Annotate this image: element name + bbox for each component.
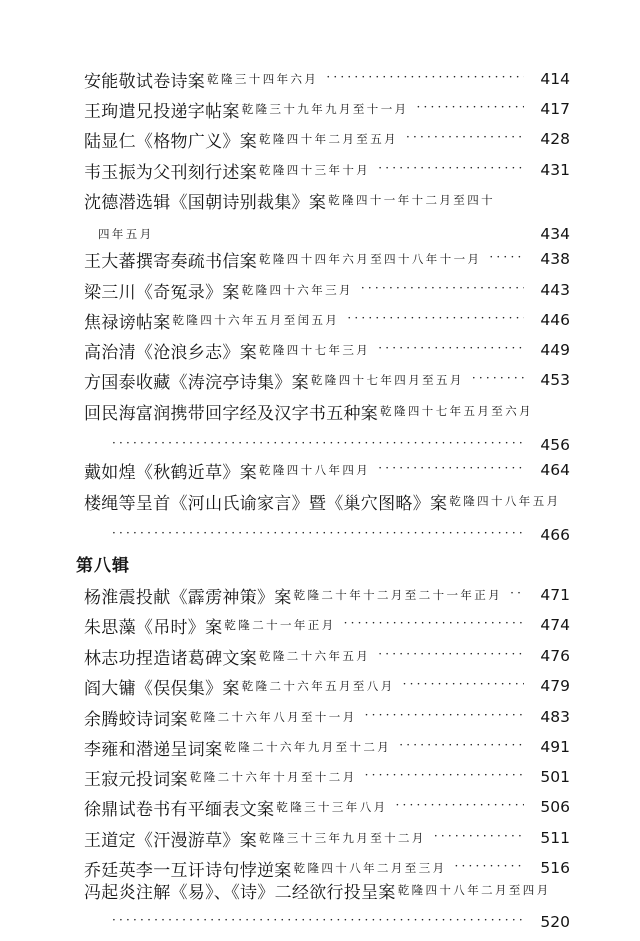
leader-dots xyxy=(378,341,524,355)
entry-title: 徐鼎试卷书有平缅表文案 xyxy=(84,799,275,820)
page-number: 520 xyxy=(540,913,570,931)
entry-date: 乾隆二十六年五月 xyxy=(259,649,371,663)
page-number: 511 xyxy=(540,829,570,847)
entry-title: 杨淮震投献《霹雳神策》案 xyxy=(84,587,292,608)
toc-entry[interactable] xyxy=(84,303,570,337)
entry-title: 朱思藻《吊时》案 xyxy=(84,617,223,638)
entry-date: 乾隆四十年二月至五月 xyxy=(259,132,398,146)
toc-entry[interactable] xyxy=(84,484,570,552)
entry-title: 乔廷英李一互讦诗句悖逆案 xyxy=(84,860,292,881)
toc-entry[interactable] xyxy=(84,608,570,642)
leader-dots xyxy=(399,738,524,752)
toc-entry[interactable] xyxy=(84,363,570,397)
leader-dots xyxy=(434,829,524,843)
leader-dots xyxy=(365,768,524,782)
entry-title: 方国泰收藏《涛浣亭诗集》案 xyxy=(84,372,309,393)
entry-date: 乾隆四十六年五月至闰五月 xyxy=(172,313,340,327)
entry-date: 乾隆三十九年九月至十一月 xyxy=(241,102,409,116)
page-number: 428 xyxy=(540,130,570,148)
toc-entry[interactable] xyxy=(84,153,570,187)
leader-dots xyxy=(406,130,524,144)
entry-date: 乾隆二十六年九月至十二月 xyxy=(224,740,392,754)
leader-dots xyxy=(112,913,524,927)
entry-title: 王寂元投词案 xyxy=(84,769,188,790)
entry-date: 乾隆三十三年九月至十二月 xyxy=(259,831,426,845)
entry-title: 安能敬试卷诗案 xyxy=(84,71,206,92)
entry-title: 楼绳等呈首《河山氏谕家言》暨《巢穴图略》案 xyxy=(84,493,448,514)
entry-date: 乾隆四十三年十月 xyxy=(259,163,371,177)
entry-date: 乾隆四十六年三月 xyxy=(241,283,353,297)
toc-entry[interactable] xyxy=(84,273,570,307)
entry-title: 王珣遣兄投递字帖案 xyxy=(84,101,240,122)
toc-entry[interactable] xyxy=(84,122,570,156)
section-heading: 第八辑 xyxy=(76,556,130,576)
entry-date: 乾隆四十八年五月 xyxy=(449,494,561,508)
entry-title: 王大蕃撰寄奏疏书信案 xyxy=(84,251,257,272)
entry-title: 阎大镛《俣俣集》案 xyxy=(84,678,240,699)
page-number: 483 xyxy=(540,708,570,726)
entry-date: 乾隆二十六年八月至十一月 xyxy=(189,710,357,724)
page-number: 464 xyxy=(540,461,570,479)
entry-date: 乾隆四十四年六月至四十八年十一月 xyxy=(259,252,482,266)
entry-title: 沈德潜选辑《国朝诗别裁集》案 xyxy=(84,192,327,213)
entry-title: 韦玉振为父刊刻行述案 xyxy=(84,162,257,183)
leader-dots xyxy=(378,161,524,175)
toc-entry[interactable] xyxy=(84,62,570,96)
leader-dots xyxy=(365,708,524,722)
toc-entry[interactable] xyxy=(84,669,570,703)
entry-title: 林志功捏造诸葛碑文案 xyxy=(84,648,257,669)
leader-dots xyxy=(455,859,524,873)
leader-dots xyxy=(112,436,524,450)
leader-dots xyxy=(378,461,524,475)
page-number: 476 xyxy=(540,647,570,665)
toc-entry[interactable] xyxy=(84,578,570,612)
page-number: 438 xyxy=(540,250,570,268)
toc-entry[interactable] xyxy=(84,873,570,941)
page-number: 434 xyxy=(540,225,570,243)
page-number: 506 xyxy=(540,798,570,816)
entry-title: 梁三川《奇冤录》案 xyxy=(84,282,240,303)
entry-title: 戴如煌《秋鹤近草》案 xyxy=(84,462,257,483)
entry-date: 乾隆四十八年二月至四月 xyxy=(397,883,551,897)
entry-title: 余腾蛟诗词案 xyxy=(84,709,188,730)
entry-title: 高治清《沧浪乡志》案 xyxy=(84,342,257,363)
page-number: 471 xyxy=(540,586,570,604)
toc-entry[interactable] xyxy=(84,700,570,734)
entry-date: 乾隆四十八年二月至三月 xyxy=(293,861,447,875)
leader-dots xyxy=(510,586,524,600)
page-number: 443 xyxy=(540,281,570,299)
toc-entry[interactable] xyxy=(84,183,570,251)
entry-title: 焦禄谤帖案 xyxy=(84,312,171,333)
page-number: 479 xyxy=(540,677,570,695)
toc-entry[interactable] xyxy=(84,730,570,764)
leader-dots xyxy=(378,647,524,661)
entry-title: 冯起炎注解《易》、《诗》二经欲行投呈案 xyxy=(84,882,396,903)
entry-date: 乾隆四十七年四月至五月 xyxy=(310,373,464,387)
page-number: 417 xyxy=(540,100,570,118)
entry-date: 乾隆二十一年正月 xyxy=(224,618,336,632)
page-number: 501 xyxy=(540,768,570,786)
entry-date: 乾隆二十年十二月至二十一年正月 xyxy=(293,588,503,602)
leader-dots xyxy=(417,100,524,114)
entry-date: 乾隆三十四年六月 xyxy=(207,72,319,86)
leader-dots xyxy=(344,616,524,630)
toc-entry[interactable] xyxy=(84,790,570,824)
page-number: 431 xyxy=(540,161,570,179)
page-number: 449 xyxy=(540,341,570,359)
page-number: 474 xyxy=(540,616,570,634)
entry-title: 陆显仁《格物广义》案 xyxy=(84,131,257,152)
page-number: 491 xyxy=(540,738,570,756)
toc-entry[interactable] xyxy=(84,242,570,276)
toc-entry[interactable] xyxy=(84,453,570,487)
page-number: 414 xyxy=(540,70,570,88)
toc-entry[interactable] xyxy=(84,639,570,673)
entry-title: 王道定《汗漫游草》案 xyxy=(84,830,257,851)
entry-title: 李雍和潜递呈词案 xyxy=(84,739,223,760)
entry-date: 乾隆四十七年五月至六月 xyxy=(380,404,534,418)
leader-dots xyxy=(361,281,524,295)
entry-title: 回民海富润携带回字经及汉字书五种案 xyxy=(84,403,379,424)
page-number: 453 xyxy=(540,371,570,389)
leader-dots xyxy=(489,250,524,264)
page-number: 466 xyxy=(540,526,570,544)
entry-date: 乾隆四十一年十二月至四十 xyxy=(328,193,496,207)
toc-entry[interactable] xyxy=(84,92,570,126)
entry-date-continued: 四年五月 xyxy=(98,227,154,241)
entry-date: 乾隆四十七年三月 xyxy=(259,343,371,357)
entry-date: 乾隆二十六年五月至八月 xyxy=(241,679,395,693)
entry-date: 乾隆三十三年八月 xyxy=(276,800,388,814)
page-number: 456 xyxy=(540,436,570,454)
leader-dots xyxy=(472,371,524,385)
leader-dots xyxy=(396,798,524,812)
entry-date: 乾隆四十八年四月 xyxy=(259,463,371,477)
leader-dots xyxy=(326,70,524,84)
leader-dots xyxy=(347,311,524,325)
toc-entry[interactable] xyxy=(84,821,570,855)
leader-dots xyxy=(403,677,524,691)
leader-dots xyxy=(112,526,524,540)
toc-entry[interactable] xyxy=(84,394,570,462)
toc-entry[interactable] xyxy=(84,760,570,794)
entry-date: 乾隆二十六年十月至十二月 xyxy=(189,770,357,784)
page-number: 446 xyxy=(540,311,570,329)
toc-entry[interactable] xyxy=(84,333,570,367)
page-number: 516 xyxy=(540,859,570,877)
